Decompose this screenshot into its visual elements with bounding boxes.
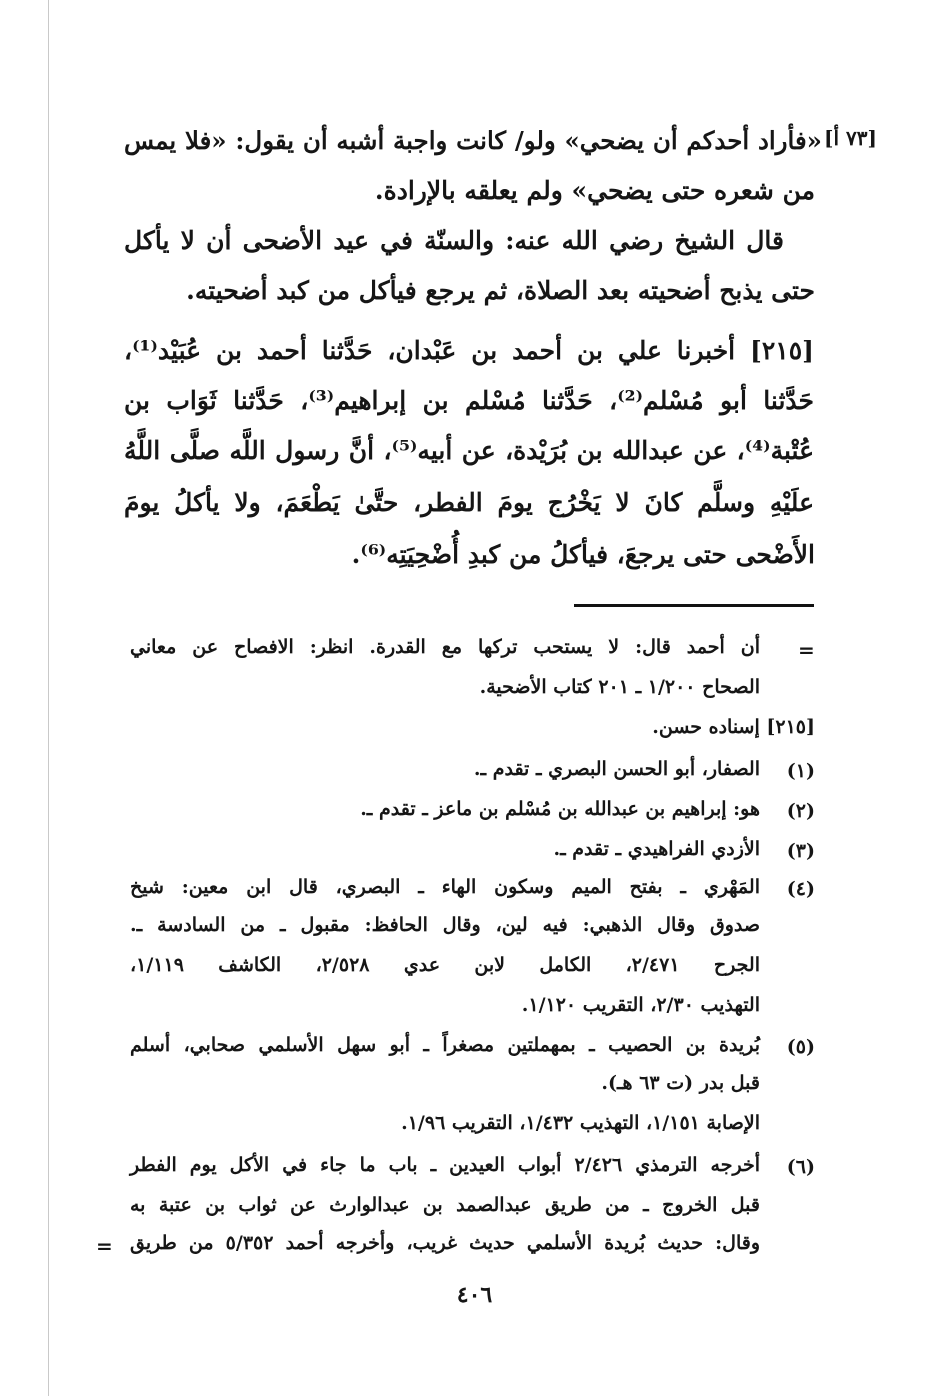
footnote-line: هو: إبراهيم بن عبدالله بن مُسْلم بن ماعز ـ تقدم ـ. [360, 798, 760, 820]
hadith-line: حَدَّثنا أبو مُسْلم⁽²⁾، حَدَّثنا مُسْلم بن إبراهيم⁽³⁾، حَدَّثنا ثَوَاب بن [124, 386, 814, 415]
hadith-line: علَيْهِ وسلَّم كانَ لا يَخْرُج يومَ الفطر، حتَّىٰ يَطْعَمَ، ولا يأكلُ يومَ [124, 488, 814, 517]
footnote-line: الإصابة ١/١٥١، التهذيب ١/٤٣٢، التقريب ١/٩٦. [401, 1112, 760, 1134]
footnote-line: التهذيب ٢/٣٠، التقريب ١/١٢٠. [521, 994, 760, 1016]
isnad-note: [٢١٥] إسناده حسن. [652, 716, 815, 738]
footnote-line: وقال: حديث بُريدة الأسلمي حديث غريب، وأخرجه أحمد ٥/٣٥٢ من طريق [130, 1232, 760, 1254]
footnote-separator [574, 604, 814, 607]
footnote-line: صدوق وقال الذهبي: فيه لين، وقال الحافظ: مقبول ـ من السادسة ـ. [130, 914, 760, 936]
main-line: قال الشيخ رضي الله عنه: والسنّة في عيد الأضحى أن لا يأكل [124, 226, 784, 255]
footnote-line: الصفار، أبو الحسن البصري ـ تقدم ـ. [473, 758, 760, 780]
main-line: «فأراد أحدكم أن يضحي» ولو/ كانت واجبة أشبه أن يقول: «فلا يمس [124, 126, 822, 155]
footnote-number: (٢) [786, 800, 815, 822]
main-line: حتى يذبح أضحيته بعد الصلاة، ثم يرجع فيأكل من كبد أضحيته. [186, 276, 815, 305]
footnote-line: قبل الخروج ـ من طريق عبدالصمد بن عبدالوارث عن ثواب بن عتبة به [130, 1194, 760, 1216]
footnote-line: أخرجه الترمذي ٢/٤٢٦ أبواب العيدين ـ باب ما جاء في الأكل يوم الفطر [130, 1154, 760, 1176]
footnote-line: بُريدة بن الحصيب ـ بمهملتين مصغراً ـ أبو سهل الأسلمي صحابي، أسلم [130, 1034, 760, 1056]
hadith-line: [٢١٥] أخبرنا علي بن أحمد بن عَبْدان، حَدَّثنا أحمد بن عُبَيْد⁽¹⁾، [124, 336, 814, 365]
hadith-line: عُتْبة⁽⁴⁾، عن عبدالله بن بُرَيْدة، عن أبيه⁽⁵⁾، أنَّ رسول اللَّه صلَّى اللَّهُ [124, 436, 815, 465]
footnote-line: المَهْري ـ بفتح الميم وسكون الهاء ـ البصري، قال ابن معين: شيخ [130, 876, 760, 898]
hadith-line: الأَضْحى حتى يرجعَ، فيأكلُ من كبدِ أُضْحِيَتِه⁽⁶⁾. [351, 540, 815, 569]
footnote-line: الصحاح ١/٢٠٠ ـ ٢٠١ كتاب الأضحية. [479, 676, 760, 698]
footnote-number: (٥) [786, 1036, 815, 1058]
main-line: من شعره حتى يضحي» ولم يعلقه بالإرادة. [374, 176, 815, 205]
continuation-mark: = [798, 638, 815, 662]
footnote-line: قبل بدر (ت ٦٣ هـ). [601, 1072, 760, 1094]
footnote-number: (٦) [786, 1156, 815, 1178]
footnote-number: (١) [786, 760, 815, 782]
footnote-line: أن أحمد قال: لا يستحب تركها مع القدرة. انظر: الافصاح عن معاني [130, 636, 760, 658]
folio-marker: [٧٣ أ] [824, 126, 877, 150]
scan-edge-line [48, 0, 49, 1396]
footnote-number: (٤) [786, 878, 815, 900]
page-number: ٤٠٦ [456, 1282, 493, 1308]
footnote-number: (٣) [786, 840, 815, 862]
footnote-line: الجرح ٢/٤٧١، الكامل لابن عدي ٢/٥٢٨، الكاشف ١/١١٩، [130, 954, 760, 976]
continuation-mark: = [96, 1234, 113, 1258]
footnote-line: الأزدي الفراهيدي ـ تقدم ـ. [553, 838, 760, 860]
